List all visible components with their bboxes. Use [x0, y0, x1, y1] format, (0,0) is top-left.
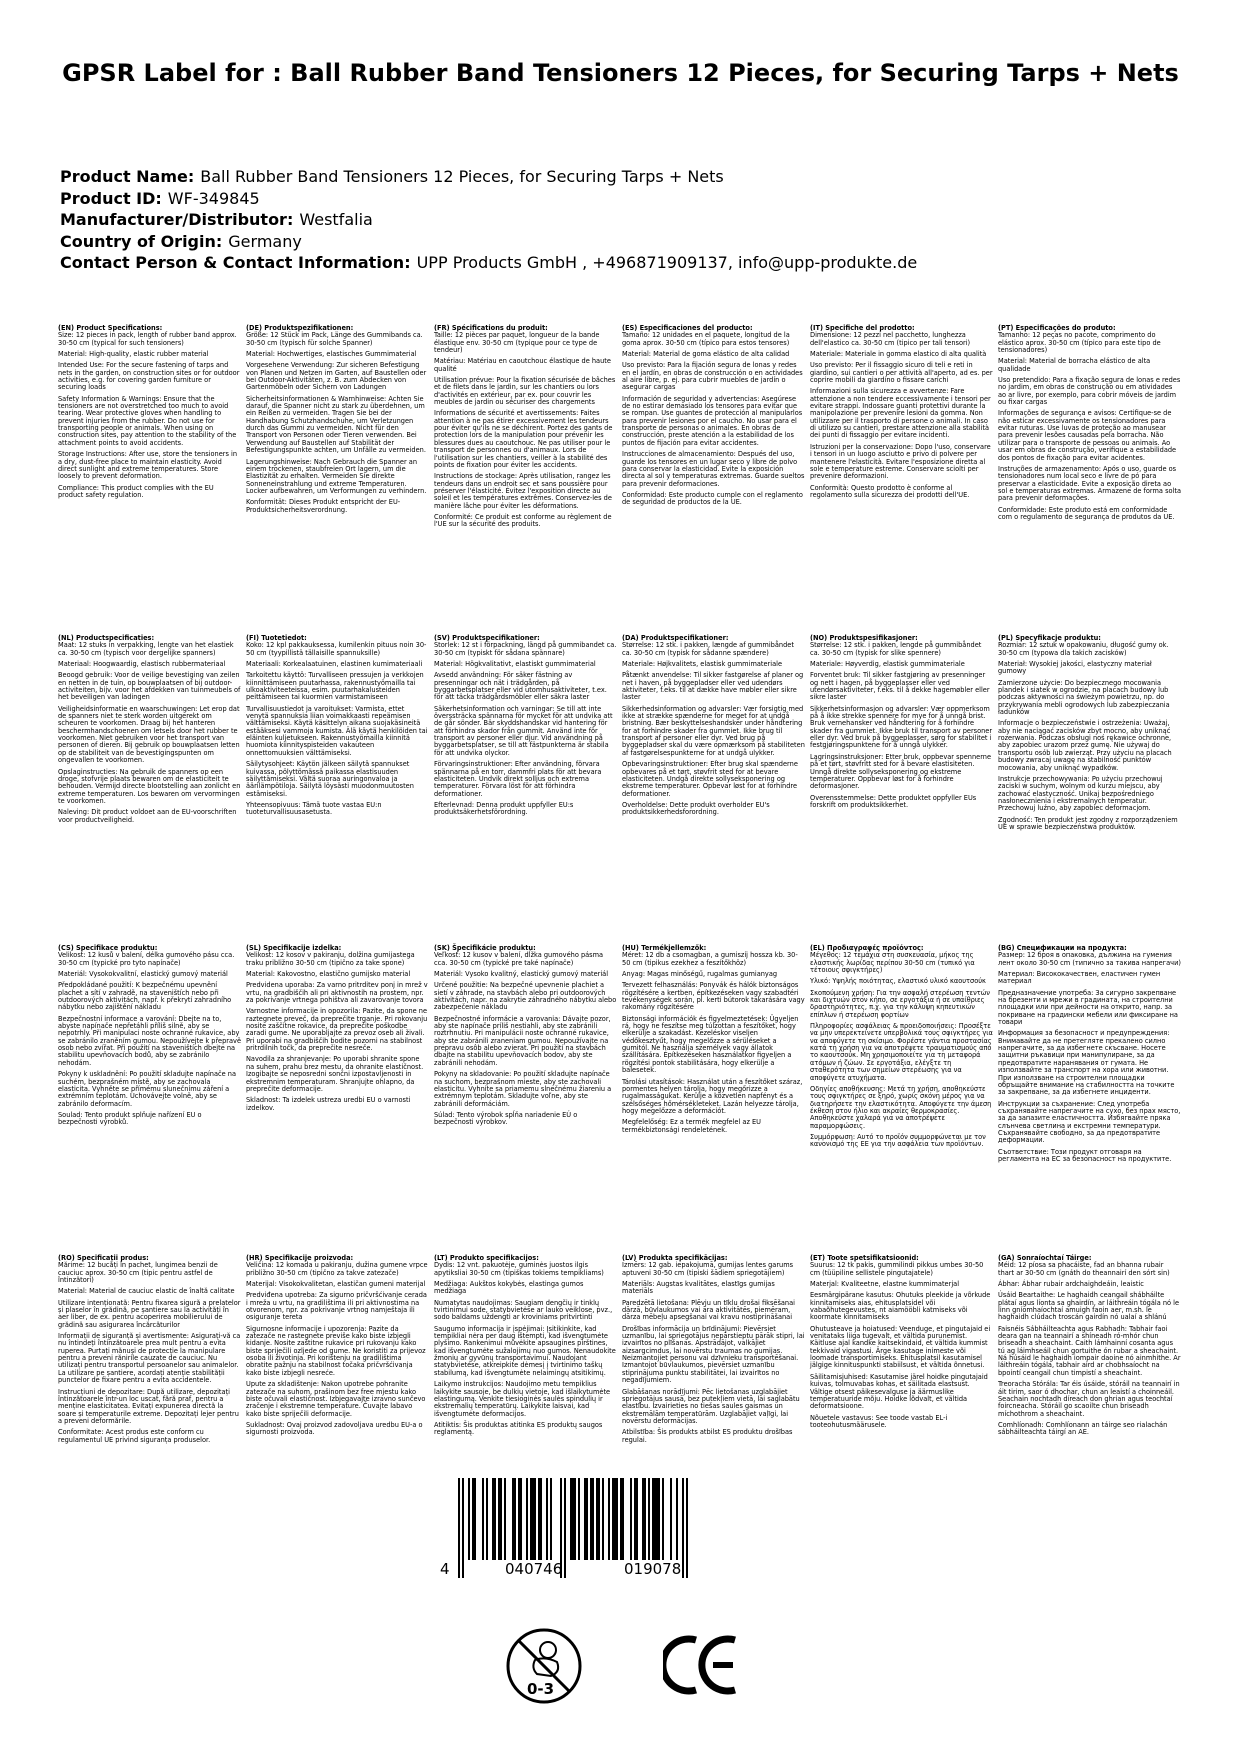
product-name-row	[60, 166, 1181, 188]
barcode-bar	[596, 1478, 600, 1560]
section-sv	[434, 635, 617, 821]
section-header: (NO) Produktspesifikasjoner:	[810, 634, 918, 642]
section-header: (RO) Specificații produs:	[58, 1254, 149, 1262]
section-paragraph: Conformidade: Este produto está em conformidade com o regulamento de segurança de produtos da UE.	[998, 505, 1175, 521]
section-en	[58, 325, 241, 503]
section-header: (SK) Špecifikácie produktu:	[434, 944, 536, 952]
barcode-left-digits: 040746	[505, 1560, 563, 1578]
section-paragraph: Laikymo instrukcijos: Naudojimo metu tempiklius laikykite sausoje, be dulkių vietoje, kad išlaikytumėte elastingumą. Venkite tiesioginės saulės spindulių ir ekstremalių temperatūrų. Laikykite laisvai, kad išvengtumėte deformacijos.	[434, 1380, 611, 1418]
section-paragraph: Izmērs: 12 gab. iepakojumā, gumijas lentes garums aptuveni 30-50 cm (tipiski šādiem spriegotājiem)	[622, 1261, 794, 1277]
barcode-bar	[482, 1478, 484, 1560]
section-paragraph: Veľkosť: 12 kusov v balení, dĺžka gumového pásma cca. 30-50 cm (typické pre také napínače)	[434, 951, 604, 967]
section-paragraph: Tamaño: 12 unidades en el paquete, longitud de la goma aprox. 30-50 cm (típico para estos tensores)	[622, 331, 790, 347]
section-paragraph: Säilitamisjuhised: Kasutamise järel hoidke pingutajaid kuivas, tolmuvabas kohas, et säilitada elastsust. Vältige otsest päikesevalguse ja äärmuslike temperatuuride mõju. Hoidke lõdvalt, et vältida deformatsioone.	[810, 1372, 988, 1411]
section-paragraph: Material: Material de borracha elástico de alta qualidade	[998, 357, 1151, 373]
section-paragraph: Tamanho: 12 peças no pacote, comprimento do elástico aprox. 30-50 cm (típico para este tipo de tensionadores)	[998, 331, 1161, 355]
origin-value: Germany	[228, 231, 302, 251]
section-paragraph: Zamierzone użycie: Do bezpiecznego mocowania plandek i siatek w ogrodzie, na placach budowy lub podczas aktywności na świeżym powietrzu, np. do przykrywania mebli ogrodowych lub zabezpieczania ładunków	[998, 678, 1170, 717]
section-paragraph: Материал: Висококачествен, еластичен гумен материал	[998, 970, 1161, 986]
section-paragraph: Säkerhetsinformation och varningar: Se till att inte överssträcka spännarna för mycket för att undvika att de går sönder. Bär skyddshandskar vid hantering för att förhindra skador från gummit. Använd inte för transport av personer eller djur. Vid användning på byggarbetsplatser, se till att fästpunkterna är stabila för att undvika olyckor.	[434, 704, 613, 757]
section-paragraph: Určené použitie: Na bezpečné upevnenie plachiet a sietí v záhrade, na stavbách alebo pri outdoorových aktivitách, napr. na zakrytie záhradného nábytku alebo zabezpečenie nákladu	[434, 981, 617, 1012]
section-paragraph: Instrucciones de almacenamiento: Después del uso, guarde los tensores en un lugar seco y libre de polvo para conservar la elasticidad. Evite la exposición directa al sol y temperaturas extremas. Guarde sueltos para prevenir deformaciones.	[622, 450, 805, 488]
contact-label: Contact Person & Contact Information:	[60, 253, 411, 272]
age-warning-0-3-icon	[505, 1624, 583, 1708]
section-lt	[434, 1255, 617, 1441]
section-paragraph: Πληροφορίες ασφάλειας & προειδοποιήσεις: Προσέξτε να μην υπερεκτείνετε υπερβολικά τους σφιγκτήρες για να αποφύγετε τη σκίσιμο. Φορέστε γάντια προστασίας κατά τη χρήση για να αποτρέψετε τραυματισμούς από το καουτσούκ. Μη χρησιμοποιείτε για τη μεταφορά ατόμων ή ζώων. Σε εργοτάξια, ελέγξτε τη σταθερότητα των σημείων στερέωσης για να αποφύγετε ατυχήματα.	[810, 1022, 993, 1082]
section-paragraph: Materiale: Materiale in gomma elastico di alta qualità	[810, 350, 987, 359]
section-paragraph: Υλικό: Υψηλής ποιότητας, ελαστικό υλικό καουτσούκ	[810, 977, 986, 986]
section-header: (EN) Product Specifications:	[58, 324, 163, 332]
section-paragraph: Skladnost: Ta izdelek ustreza uredbi EU o varnosti izdelkov.	[246, 1096, 411, 1112]
barcode-right-digits: 019078	[624, 1560, 682, 1578]
section-paragraph: Pokyny na skladovanie: Po použití skladujte napínače na suchom, bezprašnom mieste, aby ste zachovali elasticitu. Vyhnite sa priamemu slnečnému žiareniu a extrémnym teplotám. Skladujte voľne, aby ste zabránili deformáciám.	[434, 1070, 612, 1108]
section-de	[246, 325, 429, 518]
section-paragraph: Materiál: Vysokokvalitní, elastický gumový materiál	[58, 970, 228, 979]
section-paragraph: Compliance: This product complies with the EU product safety regulation.	[58, 483, 214, 499]
section-paragraph: Informazioni sulla sicurezza e avvertenze: Fare attenzione a non tendere eccessivamente i tensori per evitare strappi. Indossare guanti protettivi durante la manipolazione per prevenire lesioni da gomma. Non utilizzare per il trasporto di persone o animali. In caso di utilizzo su cantieri, prestare attenzione alla stabilità dei punti di fissaggio per evitare incidenti.	[810, 387, 991, 440]
section-bg	[998, 945, 1181, 1167]
section-paragraph: Bezpečnostné informácie a varovania: Dávajte pozor, aby ste napínače príliš nestiahli, aby ste zabránili roztrhnutiu. Pri manipulácii noste ochranné rukavice, aby ste zabránili zraneniam gumou. Nepoužívajte na prepravu osôb alebo zvierat. Pri použití na stavbách dbajte na stabilitu upevňovacích bodov, aby ste zabránili nehodám.	[434, 1014, 611, 1067]
section-paragraph: Materiał: Wysokiej jakości, elastyczny materiał gumowy	[998, 660, 1152, 676]
section-paragraph: Materiale: Højkvalitets, elastisk gummimateriale	[622, 660, 783, 669]
section-paragraph: Dimensione: 12 pezzi nel pacchetto, lunghezza dell'elastico ca. 30-50 cm (tipico per tali tensori)	[810, 331, 971, 347]
section-paragraph: Οδηγίες αποθήκευσης: Μετά τη χρήση, αποθηκεύστε τους σφιγκτήρες σε ξηρό, χωρίς σκόνη μέρος για να διατηρήσετε την ελαστικότητα. Αποφύγετε την άμεση έκθεση στον ήλιο και ακραίες θερμοκρασίες. Αποθηκεύστε χαλαρά για να αποτρέψετε παραμορφώσεις.	[810, 1084, 992, 1130]
section-paragraph: Инструкции за съхранение: След употреба съхранявайте напрегачите на сухо, без прах място, за да запазите еластичността. Избягвайте пряка слънчева светлина и екстремни температури. Съхранявайте свободно, за да предотвратите деформации.	[998, 1099, 1181, 1145]
section-paragraph: Taille: 12 pièces par paquet, longueur de la bande élastique env. 30-50 cm (typique pour ce type de tendeur)	[434, 331, 600, 355]
barcode-bar	[530, 1478, 536, 1560]
barcode-bar	[518, 1478, 522, 1560]
section-paragraph: Lagringsinstruksjoner: Etter bruk, oppbevar spennerne på et tørt, støvfritt sted for å bevare elastisiteten. Unngå direkte sollyseksponering og ekstreme temperaturer. Oppbevar løst for å forhindre deformasjoner.	[810, 752, 992, 791]
product-id-label: Product ID:	[60, 188, 162, 208]
section-header: (BG) Спецификации на продукта:	[998, 944, 1127, 952]
section-paragraph: Ábhar: Ábhar rubair ardchaighdeáin, leaistic	[998, 1280, 1144, 1289]
barcode-guard-bar	[564, 1478, 566, 1578]
section-header: (NL) Productspecificaties:	[58, 634, 155, 642]
barcode-guard-bar	[462, 1478, 464, 1578]
section-paragraph: Méret: 12 db a csomagban, a gumiszíj hossza kb. 30-50 cm (tipikus ezekhez a feszítőkhöz)	[622, 951, 798, 967]
barcode-bar	[578, 1478, 580, 1560]
section-paragraph: Opslaginstructies: Na gebruik de spanners op een droge, stofvrije plaats bewaren om de elasticiteit te behouden. Vermijd directe blootstelling aan zonlicht en extreme temperaturen. Los bewaren om vervormingen te voorkomen.	[58, 767, 241, 805]
barcode-bar	[492, 1478, 496, 1560]
section-header: (GA) Sonraíochtaí Táirge:	[998, 1254, 1092, 1262]
barcode-bar	[504, 1478, 506, 1560]
section-paragraph: Saugumo informacija ir įspėjimai: Įsitikinkite, kad tempikliai nėra per daug ištempti, kad išvengtumėte plyšimo. Rankenimui mūvėkite apsaugines pirštines, kad išvengtumėte sužalojimų nuo gumos. Nenaudokite žmonių ar gyvūnų transportavimui. Naudojant statybvietėse, atkreipkite dėmesį į tvirtinimo taškų stabilumą, kad išvengtumėte nelaimingų atsitikimų.	[434, 1324, 616, 1377]
section-paragraph: Предназначение употреба: За сигурно закрепване на брезенти и мрежи в градината, на строителни площадки или при дейности на открито, напр. за покриване на градински мебели или фиксиране на товари	[998, 988, 1178, 1027]
section-paragraph: Turvallisuustiedot ja varoitukset: Varmista, ettet venytä spannuksia liian voimakkaasti repeämisen välttämiseksi. Käytä käsittelyn aikana suojakäsineitä estääksesi vammoja kumista. Älä käytä henkilöiden tai eläinten kuljetukseen. Rakennustyömailla kiinnitä huomiota kiinnityspisteiden vakauteen onnettomuuksien välttämiseksi.	[246, 704, 428, 757]
section-paragraph: Atitiktis: Šis produktas atitinka ES produktų saugos reglamentą.	[434, 1420, 603, 1437]
section-paragraph: Veličina: 12 komada u pakiranju, dužina gumene vrpce približno 30-50 cm (tipično za takve zatezače)	[246, 1261, 428, 1277]
section-paragraph: Размер: 12 броя в опаковка, дължина на гумения лент около 30-50 cm (типично за такива напрегачи)	[998, 951, 1181, 967]
section-paragraph: Anyag: Magas minőségű, rugalmas gumianyag	[622, 970, 778, 979]
section-paragraph: Glabāšanas norādījumi: Pēc lietošanas uzglabājiet spriegotājus sausā, bez putekļiem vietā, lai saglabātu elastību. Izvairieties no tiešas saules gaismas un ekstremālām temperatūrām. Uzglabājiet vaļīgi, lai novērstu deformācijas.	[622, 1387, 800, 1425]
section-paragraph: Suurus: 12 tk pakis, gummilindi pikkus umbes 30-50 cm (tüüpiline sellistele pingutajatele)	[810, 1261, 984, 1277]
section-paragraph: Uso previsto: Para la fijación segura de lonas y redes en el jardín, en obras de construcción o en actividades al aire libre, p. ej. para cubrir muebles de jardín o asegurar cargas	[622, 361, 803, 392]
barcode-bar	[634, 1478, 638, 1560]
section-paragraph: Velikost: 12 kusů v balení, délka gumového pásu cca. 30-50 cm (typické pro tyto napínače)	[58, 951, 235, 967]
barcode-bar	[670, 1478, 672, 1560]
section-paragraph: Biztonsági információk és figyelmeztetések: Ügyeljen rá, hogy ne feszítse meg túlzottan a feszítőket, hogy elkerülje a szakadást. Kezeléskor viseljen védőkesztyűt, hogy megelőzze a sérüléseket a gumitól. Ne használja személyek vagy állatok szállítására. Építkezéseken használatkor figyeljen a rögzítési pontok stabilitására, hogy elkerülje a balesetek.	[622, 1014, 799, 1075]
section-paragraph: Σκοπούμενη χρήση: Για την ασφαλή στερέωση τεντών και διχτυών στον κήπο, σε εργοτάξια ή σε υπαίθριες δραστηριότητες, π.χ. για την κάλυψη κηπευτικών επίπλων ή στερέωση φορτίων	[810, 988, 990, 1019]
section-paragraph: Treoracha Stórála: Tar éis úsáide, stóráil na teannairí in áit tirim, saor ó dhochar, chun an leaistí a choinneáil. Seachain nochtadh díreach don ghrian agus teochtaí foircneacha. Stóráil go scaoilte chun briseadh míchothrom a sheachaint.	[998, 1380, 1180, 1418]
section-paragraph: Instrukcje przechowywania: Po użyciu przechowuj zaciski w suchym, wolnym od kurzu miejscu, aby zachować elastyczność. Unikaj bezpośredniego nasłonecznienia i ekstremalnych temperatur. Przechowuj luźno, aby zapobiec deformacjom.	[998, 774, 1163, 813]
manufacturer-row	[60, 209, 1181, 231]
section-paragraph: Upute za skladištenje: Nakon upotrebe pohranite zatezače na suhom, prašinom bez free mjestu kako biste očuvali elastičnost. Izbjegavajte izravno sunčevo zračenje i ekstremne temperature. Čuvajte labavo kako biste spriječili deformacije.	[246, 1380, 426, 1418]
section-cs	[58, 945, 241, 1131]
section-header: (EL) Προδιαγραφές προϊόντος:	[810, 944, 924, 952]
section-fr	[434, 325, 617, 533]
section-lv	[622, 1255, 805, 1448]
section-paragraph: Съответствие: Този продукт отговаря на регламента на ЕС за безопасност на продуктите.	[998, 1147, 1172, 1163]
section-paragraph: Predvidena uporaba: Za varno pritrditev ponj in mrež v vrtu, na gradbiščih ali pri aktivnostih na prostem, npr. za pokrivanje vrtnega pohištva ali zavarovanje tovora	[246, 981, 428, 1005]
section-paragraph: Konformität: Dieses Produkt entspricht der EU-Produktsicherheitsverordnung.	[246, 498, 401, 514]
section-paragraph: Atbilstība: Šis produkts atbilst ES produktu drošības regulai.	[622, 1428, 793, 1444]
section-paragraph: Opbevaringsinstruktioner: Efter brug skal spænderne opbevares på et tørt, støvfrit sted for at bevare elasticiteten. Undgå direkte sollyseksponering og ekstreme temperaturer. Opbevar løst for at forhindre deformationer.	[622, 760, 798, 798]
section-et	[810, 1255, 993, 1433]
section-hr	[246, 1255, 429, 1441]
section-paragraph: Eesmärgipärane kasutus: Ohutuks pleekide ja võrkude kinnitamiseks aias, ehitusplatsidel või vabaõhutegevustes, nt aiamööbli katmiseks või koormate kinnitamiseks	[810, 1291, 991, 1322]
barcode-bar	[642, 1478, 646, 1560]
barcode-bar	[652, 1478, 660, 1560]
section-paragraph: Materiál: Vysoko kvalitný, elastický gumový materiál	[434, 970, 609, 979]
section-header: (FR) Spécifications du produit:	[434, 324, 548, 332]
section-paragraph: Súlad: Tento výrobok spĺňa nariadenie EÚ o bezpečnosti výrobkov.	[434, 1110, 578, 1127]
section-paragraph: Rozmiar: 12 sztuk w opakowaniu, długość gumy ok. 30-50 cm (typowa dla takich zacisków)	[998, 641, 1169, 657]
section-header: (CS) Specifikace produktu:	[58, 944, 158, 952]
section-paragraph: Overholdelse: Dette produkt overholder EU's produktsikkerhedsforordning.	[622, 800, 770, 817]
section-paragraph: Maat: 12 stuks in verpakking, lengte van het elastiek ca. 30-50 cm (typisch voor dergelijke spanners)	[58, 641, 234, 657]
section-paragraph: Material: High-quality, elastic rubber material	[58, 350, 209, 359]
section-paragraph: Tárolási utasítások: Használat után a feszítőket száraz, pormentes helyen tárolja, hogy megőrizze a rugalmasságukat. Kerülje a közvetlen napfényt és a szélsőséges hőmérsékleteket. Lazán helyezze tárolja, hogy megelőzze a deformációt.	[622, 1077, 803, 1115]
section-paragraph: Uso previsto: Per il fissaggio sicuro di teli e reti in giardino, sui cantieri o per attività all'aperto, ad es. per coprire mobili da giardino o fissare carichi	[810, 361, 993, 385]
age-warning-text: 0-3	[527, 1680, 555, 1698]
section-paragraph: Conformitate: Acest produs este conform cu regulamentul UE privind siguranța produselor.	[58, 1428, 211, 1444]
section-paragraph: Informacje o bezpieczeństwie i ostrzeżenia: Uważaj, aby nie naciągać zacisków zbyt mocno, aby uniknąć rozerwania. Podczas obsługi noś rękawice ochronne, aby zapobiec urazom przez gumę. Nie używaj do transportu osób lub zwierząt. Przy użyciu na placach budowy zwracaj uwagę na stabilność punktów mocowania, aby uniknąć wypadków.	[998, 719, 1172, 772]
section-es	[622, 325, 805, 511]
section-paragraph: Instructions de stockage: Après utilisation, rangez les tendeurs dans un endroit sec et sans poussière pour préserver l'élasticité. Évitez l'exposition directe au soleil et les températures extrêmes. Conservez-les de manière lâche pour éviter les déformations.	[434, 472, 612, 510]
section-paragraph: Sikkerhetsinformasjon og advarsler: Vær oppmerksom på å ikke strekke spennere for mye for å unngå brist. Bruk vernehansker ved håndtering for å forhindre skader fra gummiet. Ikke bruk til transport av personer eller dyr. Ved bruk på byggeplasser, sørg for stabilitet i festgjøringspunktene for å unngå ulykker.	[810, 704, 993, 750]
section-paragraph: Förvaringsinstruktioner: Efter användning, förvara spännarna på en torr, dammfri plats för att bevara elasticiteten. Undvik direkt solljus och extrema temperaturer. Förvara löst för att förhindra deformationer.	[434, 760, 602, 798]
section-paragraph: Varnostne informacije in opozorila: Pazite, da spone ne raztegnete preveč, da preprečite trganje. Pri rokovanju nosite zaščitne rokavice, da preprečite poškodbe zaradi gume. Ne uporabljajte za prevoz oseb ali živali. Pri uporabi na gradbiščih bodite pozorni na stabilnost pritrdilnih točk, da preprečite nesreče.	[246, 1007, 428, 1053]
section-paragraph: Safety Information & Warnings: Ensure that the tensioners are not overstretched too much to avoid tearing. Wear protective gloves when handling to prevent injuries from the rubber. Do not use for transporting people or animals. When using on construction sites, pay attention to the stability of the attachment points to avoid accidents.	[58, 394, 237, 447]
section-paragraph: Størrelse: 12 stk. i pakken, lengde på gummibåndet ca. 30-50 cm (typisk for slike spennere)	[810, 641, 982, 657]
product-info	[60, 166, 1181, 274]
section-paragraph: Naleving: Dit product voldoet aan de EU-voorschriften voor productveiligheid.	[58, 808, 237, 824]
section-header: (IT) Specifiche del prodotto:	[810, 324, 915, 332]
manufacturer-value: Westfalia	[299, 210, 373, 229]
section-paragraph: Intended Use: For the secure fastening of tarps and nets in the garden, on construction sites or for outdoor activities, e.g. for covering garden furniture or securing loads	[58, 361, 240, 392]
section-paragraph: Veiligheidsinformatie en waarschuwingen: Let erop dat de spanners niet te sterk worden uitgerekt om scheuren te voorkomen. Draag bij het hanteren beschermhandschoenen om letsels door het rubber te voorkomen. Niet gebruiken voor het transport van personen of dieren. Bij gebruik op bouwplaatsen letten op de stabiliteit van de bevestigingspunten om ongevallen te voorkomen.	[58, 704, 240, 765]
section-paragraph: Drošības informācija un brīdinājumi: Pievērsiet uzmanību, lai spriegotājus nepārstieptu pārāk stipri, lai izvairītos no plīšanas. Apstrādājot, valkājiet aizsargcimdus, lai novērstu traumas no gumijas. Neizmantojiet personu vai dzīvnieku transportēšanai. Izmantojot būvlaukumos, pievērsiet uzmanību stiprinājuma punktu stabilitātei, lai izvairītos no negadījumiem.	[622, 1324, 805, 1385]
section-hu	[622, 945, 805, 1138]
section-no	[810, 635, 993, 813]
section-paragraph: Material: Hochwertiges, elastisches Gummimaterial	[246, 350, 417, 359]
section-paragraph: Μέγεθος: 12 τεμάχια στη συσκευασία, μήκος της ελαστικής λωρίδας περίπου 30-50 cm (τυπικό για τέτοιους σφιγκτήρες)	[810, 951, 975, 975]
contact-row	[60, 252, 1181, 274]
section-paragraph: Conformité: Ce produit est conforme au règlement de l'UE sur la sécurité des produits.	[434, 512, 612, 529]
section-paragraph: Material: Högkvalitativt, elastiskt gummimaterial	[434, 660, 596, 669]
section-paragraph: Megfelelőség: Ez a termék megfelel az EU termékbiztonsági rendeletének.	[622, 1118, 761, 1134]
section-paragraph: Material: Material de goma elástico de alta calidad	[622, 350, 790, 359]
section-ga	[998, 1255, 1181, 1441]
section-paragraph: Sikkerhedsinformation og advarsler: Vær forsigtig med ikke at strække spænderne for meget for at undgå bristning. Bær beskyttelseshandsker under håndtering for at forhindre skader fra gummiet. Ikke brug til transport af personer eller dyr. Ved brug på byggepladser skal du være opmærksom på stabiliteten af fastgørelsespunkterne for at undgå ulykker.	[622, 704, 805, 757]
barcode-guard-bar	[458, 1478, 460, 1578]
section-paragraph: Información de seguridad y advertencias: Asegúrese de no estirar demasiado los tensores para evitar que se rompan. Use guantes de protección al manipularlos para prevenir lesiones por el caucho. No usar para el transporte de personas o animales. En obras de construcción, preste atención a la estabilidad de los puntos de fijación para evitar accidentes.	[622, 394, 803, 447]
ce-mark-icon	[663, 1632, 743, 1696]
section-header: (PT) Especificações do produto:	[998, 324, 1116, 332]
section-paragraph: Påtænkt anvendelse: Til sikker fastgørelse af planer og net i haven, på byggepladser eller ved udendørs aktiviteter, f.eks. til at dække have møbler eller sikre laster	[622, 671, 804, 702]
section-paragraph: Συμμόρφωση: Αυτό το προϊόν συμμορφώνεται με τον κανονισμό της ΕΕ για την ασφάλεια των προϊόντων.	[810, 1132, 986, 1149]
barcode-bar	[648, 1478, 650, 1560]
section-ro	[58, 1255, 241, 1448]
section-paragraph: Instrucțiuni de depozitare: După utilizare, depozitați întinzătoarele într-un loc uscat, fără praf, pentru a menține elasticitatea. Evitați expunerea directă la soare și temperaturile extreme. Depozitați lejer pentru a preveni deformările.	[58, 1387, 239, 1425]
barcode-bar	[676, 1478, 678, 1560]
section-header: (DE) Produktspezifikationen:	[246, 324, 354, 332]
section-header: (HU) Termékjellemzők:	[622, 944, 707, 952]
section-paragraph: Größe: 12 Stück im Pack, Länge des Gummibands ca. 30-50 cm (typisch für solche Spanner)	[246, 331, 423, 347]
section-paragraph: Sicherheitsinformationen & Warnhinweise: Achten Sie darauf, die Spanner nicht zu stark zu überdehnen, um ein Reißen zu vermeiden. Tragen Sie bei der Handhabung Schutzhandschuhe, um Verletzungen durch das Gummi zu vermeiden. Nicht für den Transport von Personen oder Tieren verwenden. Bei Verwendung auf Baustellen auf Stabilität der Befestigungspunkte achten, um Unfälle zu vermeiden.	[246, 394, 426, 455]
section-paragraph: Predviđena upotreba: Za sigurno pričvršćivanje cerada i mreža u vrtu, na gradilištima ili pri aktivnostima na otvorenom, npr. za pokrivanje vrtnog namještaja ili osiguranje tereta	[246, 1291, 427, 1322]
section-el	[810, 945, 993, 1153]
barcode-bar	[602, 1478, 604, 1560]
page-title: GPSR Label for : Ball Rubber Band Tensioners 12 Pieces, for Securing Tarps + Nets	[62, 59, 1179, 87]
section-paragraph: Информация за безопасност и предупреждения: Внимавайте да не претегляте прекалено силно напрегачите, за да избегнете скъсване. Носете защитни ръкавици при манипулиране, за да предотвратите наранявания от гумата. Не използвайте за транспорт на хора или животни. При използване на строителни площадки обръщайте внимание на стабилността на точките за закрепване, за да избегнете инциденти.	[998, 1029, 1175, 1097]
section-paragraph: Istruzioni per la conservazione: Dopo l'uso, conservare i tensori in un luogo asciutto e privo di polvere per mantenere l'elasticità. Evitare l'esposizione diretta al sole e temperature estreme. Conservare sciolti per prevenire deformazioni.	[810, 442, 991, 481]
section-paragraph: Materijal: Visokokvalitetan, elastičan gumeni materijal	[246, 1280, 426, 1289]
section-paragraph: Předpokládané použití: K bezpečnému upevnění plachet a sítí v zahradě, na staveništích nebo při outdoorových aktivitách, např. k překrytí zahradního nábytku nebo zajištění nákladu	[58, 981, 232, 1012]
section-paragraph: Avsedd användning: För säker fästning av presenningar och nät i trädgården, på byggarbetsplatser eller vid utomhusaktiviteter, t.ex. för att täcka trädgårdsmöbler eller säkra laster	[434, 671, 607, 702]
section-paragraph: Beoogd gebruik: Voor de veilige bevestiging van zeilen en netten in de tuin, op bouwplaatsen of bij outdoor-activiteiten, bijv. voor het afdekken van tuinmeubels of het beveiligen van ladingen	[58, 671, 241, 702]
section-paragraph: Ohutusteave ja hoiatused: Veenduge, et pingutajaid ei venitataks liiga tugevalt, et vältida purunemist. Käitluse ajal kandke kaitsekindaid, et vältida kummist tekkivaid vigastusi. Ärge kasutage inimeste või loomade transportimiseks. Ehitusplatsil kasutamisel jälgige kinnituspunkti stabiilsust, et vältida õnnetusi.	[810, 1324, 991, 1370]
section-paragraph: Efterlevnad: Denna produkt uppfyller EU:s produktsäkerhetsförordning.	[434, 800, 574, 817]
product-id-row	[60, 188, 1181, 210]
section-paragraph: Materiaali: Korkealaatuinen, elastinen kumimateriaali	[246, 660, 423, 669]
section-header: (SV) Produktspecifikationer:	[434, 634, 540, 642]
section-header: (DA) Produktspecifikationer:	[622, 634, 729, 642]
barcode-bar	[570, 1478, 576, 1560]
section-paragraph: Navodila za shranjevanje: Po uporabi shranite spone na suhem, prahu brez mestu, da ohranite elastičnost. Izogibajte se neposredni sončni izpostavljenosti in ekstremnim temperaturam. Shranjujte ohlapno, da preprečite deformacije.	[246, 1055, 424, 1093]
barcode-bar	[584, 1478, 588, 1560]
barcode-bar	[468, 1478, 470, 1560]
section-header: (LV) Produkta specifikācijas:	[622, 1254, 728, 1262]
section-fi	[246, 635, 429, 821]
section-paragraph: Velikost: 12 kosov v pakiranju, dolžina gumijastega traku približno 30-50 cm (tipično za take spone)	[246, 951, 415, 967]
section-paragraph: Utilizare intenționată: Pentru fixarea sigură a prelatelor și plaselor în grădină, pe șantiere sau la activități în aer liber, de ex. pentru acoperirea mobilierului de grădină sau asigurarea încărcăturilor	[58, 1298, 241, 1329]
section-paragraph: Overensstemmelse: Dette produktet oppfyller EUs forskrift om produktsikkerhet.	[810, 793, 977, 809]
section-paragraph: Dydis: 12 vnt. pakuotėje, guminės juostos ilgis apytiksliai 30-50 cm (tipiškas tokiems tempikliams)	[434, 1261, 604, 1277]
section-paragraph: Matériau: Matériau en caoutchouc élastique de haute qualité	[434, 357, 611, 373]
section-paragraph: Koko: 12 kpl pakkauksessa, kumilenkin pituus noin 30-50 cm (tyypillistä tällaisille spannuksille)	[246, 641, 427, 657]
section-paragraph: Sigurnosne informacije i upozorenja: Pazite da zatezače ne rastegnete previše kako biste izbjegli kidanje. Nosite zaštitne rukavice pri rukovanju kako biste spriječili ozljede od gume. Ne koristiti za prijevoz osoba ili životinja. Pri korištenju na gradilištima obratite pažnju na stabilnost točaka pričvršćivanja kako biste izbjegli nesreće.	[246, 1324, 426, 1377]
barcode-guard-bar	[686, 1478, 688, 1578]
section-paragraph: Tervezett felhasználás: Ponyvák és hálók biztonságos rögzítésére a kertben, építkezéseken vagy szabadtéri tevékenységek során, pl. kerti bútorok takarására vagy rakomány rögzítésére	[622, 981, 805, 1012]
section-pl	[998, 635, 1181, 835]
section-paragraph: Materjal: Kvaliteetne, elastne kummimaterjal	[810, 1280, 960, 1289]
section-header: (ES) Especificaciones del producto:	[622, 324, 753, 332]
barcode-bar	[608, 1478, 610, 1560]
barcode-bar	[620, 1478, 624, 1560]
section-header: (PL) Specyfikacje produktu:	[998, 634, 1101, 642]
section-header: (SL) Specifikacije izdelka:	[246, 944, 342, 952]
barcode-bar	[612, 1478, 618, 1560]
section-paragraph: Storage Instructions: After use, store the tensioners in a dry, dust-free place to maintain elasticity. Avoid direct sunlight and extreme temperatures. Store loosely to prevent deformation.	[58, 450, 238, 481]
section-paragraph: Material: Kakovostno, elastično gumijsko material	[246, 970, 411, 979]
product-name-value: Ball Rubber Band Tensioners 12 Pieces, for Securing Tarps + Nets	[200, 167, 724, 186]
barcode-bar	[486, 1478, 488, 1560]
section-header: (ET) Toote spetsifikatsioonid:	[810, 1254, 919, 1262]
section-paragraph: Medžiaga: Aukštos kokybės, elastinga gumos medžiaga	[434, 1280, 584, 1296]
section-paragraph: Faisnéis Sábháilteachta agus Rabhadh: Tabhair faoi deara gan na teannairí a shíneadh ró-mhór chun briseadh a sheachaint. Caith lámhainní cosanta agus tú ag láimhseáil chun gortuithe ón rubar a sheachaint. Ná húsáid le haghaidh iompair daoine nó ainmhithe. Ar láithreáin tógála, tabhair aird ar chobhsaíocht na bpointí ceangail chun timpistí a sheachaint.	[998, 1324, 1181, 1377]
section-paragraph: Materiāls: Augstas kvalitātes, elastīgs gumijas materiāls	[622, 1280, 775, 1296]
contact-value: UPP Products GmbH , +496871909137, info@upp-produkte.de	[416, 253, 918, 272]
section-paragraph: Instruções de armazenamento: Após o uso, guarde os tensionadores num local seco e livre de pó para preservar a elasticidade. Evite a exposição direta ao sol e temperaturas extremas. Armazene de forma solta para prevenir deformações.	[998, 464, 1181, 503]
section-header: (HR) Specifikacije proizvoda:	[246, 1254, 354, 1262]
section-paragraph: Conformità: Questo prodotto è conforme al regolamento sulla sicurezza dei prodotti dell'UE.	[810, 483, 970, 499]
barcode-bar	[630, 1478, 632, 1560]
section-paragraph: Lagerungshinweise: Nach Gebrauch die Spanner an einem trockenen, staubfreien Ort lagern, um die Elastizität zu erhalten. Vermeiden Sie direkte Sonneneinstrahlung und extreme Temperaturen. Locker aufbewahren, um Verformungen zu verhindern.	[246, 457, 427, 495]
section-paragraph: Utilisation prévue: Pour la fixation sécurisée de bâches et de filets dans le jardin, sur les chantiers ou lors d'activités en extérieur, par ex. pour couvrir les meubles de jardin ou sécuriser des chargements	[434, 376, 616, 407]
section-paragraph: Bezpečnostní informace a varování: Dbejte na to, abyste napínače nepřetáhli příliš silně, aby se nepotrhly. Při manipulaci noste ochranné rukavice, aby se zabránilo zraněním gumou. Nepoužívejte k přepravě osob nebo zvířat. Při použití na staveništích dbejte na stabilitu upevňovacích bodů, aby se zabránilo nehodám.	[58, 1014, 241, 1067]
section-paragraph: Säilytysohjeet: Käytön jälkeen säilytä spannukset kuivassa, pölyttömässä paikassa elastisuuden säilyttämiseksi. Vältä suoraa auringonvaloa ja äärilämpötiloja. Säilytä löysästi muodonmuutosten estämiseksi.	[246, 760, 414, 798]
manufacturer-label: Manufacturer/Distributor:	[60, 210, 294, 229]
section-sk	[434, 945, 617, 1131]
product-name-label: Product Name:	[60, 167, 195, 186]
section-da	[622, 635, 805, 821]
section-paragraph: Material: Material de cauciuc elastic de înaltă calitate	[58, 1287, 235, 1296]
barcode-bar	[512, 1478, 516, 1560]
section-paragraph: Størrelse: 12 stk. i pakken, længde af gummibåndet ca. 30-50 cm (typisk for sådanne spændere)	[622, 641, 794, 657]
section-paragraph: Uso pretendido: Para a fixação segura de lonas e redes no jardim, em obras de construção ou em atividades ao ar livre, por exemplo, para cobrir móveis de jardim ou fixar cargas	[998, 376, 1181, 407]
barcode-bar	[498, 1478, 502, 1560]
section-pt	[998, 325, 1181, 525]
section-paragraph: Conformidad: Este producto cumple con el reglamento de seguridad de productos de la UE.	[622, 490, 803, 507]
barcode-guard-bar	[682, 1478, 684, 1578]
section-header: (FI) Tuotetiedot:	[246, 634, 307, 642]
barcode-bar	[472, 1478, 476, 1560]
barcode-bar	[662, 1478, 664, 1560]
section-paragraph: Méid: 12 píosa sa phacáiste, fad an bhanna rubair thart ar 30-50 cm (gnáth do theannairí den sórt sin)	[998, 1261, 1170, 1277]
section-paragraph: Nõuetele vastavus: See toode vastab EL-i tooteohutusmäärusele.	[810, 1413, 948, 1429]
section-paragraph: Comhlíonadh: Comhlíonann an táirge seo rialachán sábháilteachta táirgí an AE.	[998, 1420, 1168, 1437]
barcode-bar	[526, 1478, 528, 1560]
section-paragraph: Mărime: 12 bucăți în pachet, lungimea benzii de cauciuc aprox. 30-50 cm (tipic pentru astfel de întinzători)	[58, 1261, 218, 1285]
barcode-bar	[546, 1478, 548, 1560]
section-paragraph: Vorgesehene Verwendung: Zur sicheren Befestigung von Planen und Netzen im Garten, auf Baustellen oder bei Outdoor-Aktivitäten, z. B. zum Abdecken von Gartenmöbeln oder Sichern von Ladungen	[246, 361, 427, 392]
section-paragraph: Pokyny k uskladnění: Po použití skladujte napínače na suchém, bezprašném místě, aby se zachovala elasticita. Vyhněte se přímému slunečnímu záření a extrémním teplotám. Uchovávejte volně, aby se zabránilo deformacím.	[58, 1070, 236, 1108]
product-id-value: WF-349845	[167, 188, 260, 208]
section-paragraph: Yhteensopivuus: Tämä tuote vastaa EU:n tuoteturvallisuusasetusta.	[246, 800, 382, 817]
section-paragraph: Paredzētā lietošana: Plēvju un tīklu drošai fiksēšanai dārzā, būvlaukumos vai āra aktivitātēs, piemēram, dārza mēbeļu apsegšanai vai kravu nostiprināšanai	[622, 1298, 795, 1322]
section-paragraph: Zgodność: Ten produkt jest zgodny z rozporządzeniem UE w sprawie bezpieczeństwa produktów.	[998, 815, 1178, 831]
section-sl	[246, 945, 429, 1116]
section-paragraph: Úsáid Beartaithe: Le haghaidh ceangail shábháilte plátaí agus líonta sa ghairdín, ar láithreáin tógála nó le linn gníomhaíochtaí amuigh faoin aer, m.sh. le haghaidh clúdach troscán gairdín nó ualaí a shlánú	[998, 1291, 1180, 1322]
section-paragraph: Informations de sécurité et avertissements: Faites attention à ne pas étirer excessivement les tendeurs pour éviter qu'ils ne se déchirent. Portez des gants de protection lors de la manipulation pour prévenir les blessures dues au caoutchouc. Ne pas utiliser pour le transport de personnes ou d'animaux. Lors de l'utilisation sur les chantiers, veiller à la stabilité des points de fixation pour éviter les accidents.	[434, 409, 613, 469]
section-paragraph: Tarkoitettu käyttö: Turvalliseen pressujen ja verkkojen kiinnittämiseen puutarhassa, rakennustyömailla tai ulkoaktiviteeteissa, esim. puutarhakalusteiden peittämiseen tai kuormien varmistamiseen	[246, 671, 424, 702]
barcode-bar	[590, 1478, 594, 1560]
section-header: (LT) Produkto specifikacijos:	[434, 1254, 539, 1262]
section-paragraph: Forventet bruk: Til sikker fastgjøring av presenninger og nett i hagen, på byggeplasser eller ved utendørsaktiviteter, f.eks. til å dekke hagemøbler eller sikre laster	[810, 671, 990, 702]
section-it	[810, 325, 993, 503]
section-paragraph: Informações de segurança e avisos: Certifique-se de não esticar excessivamente os tensionadores para evitar ruturas. Use luvas de proteção ao manusear para prevenir lesões causadas pela borracha. Não utilizar para o transporte de pessoas ou animais. Ao usar em obras de construção, verifique a estabilidade dos pontos de fixação para evitar acidentes.	[998, 409, 1177, 462]
section-paragraph: Sukladnost: Ovaj proizvod zadovoljava uredbu EU-a o sigurnosti proizvoda.	[246, 1420, 423, 1437]
section-paragraph: Numatytas naudojimas: Saugiam dengčių ir tinklų tvirtinimui sode, statybvietėse ar lauko veiklose, pvz., sodo baldams uždengti ar kroviniams pritvirtinti	[434, 1298, 613, 1322]
section-paragraph: Informații de siguranță și avertismente: Asigurați-vă ca nu întindeți întinzătoarele prea mult pentru a evita ruperea. Purtați mănuși de protecție la manipulare pentru a preveni rănirile cauzate de cauciuc. Nu utilizați pentru transportul persoanelor sau animalelor. La utilizare pe șantiere, acordați atenție stabilității punctelor de fixare pentru a evita accidentele.	[58, 1332, 241, 1385]
origin-row	[60, 231, 1181, 253]
origin-label: Country of Origin:	[60, 231, 223, 251]
section-paragraph: Size: 12 pieces in pack, length of rubber band approx. 30-50 cm (typical for such tensioners)	[58, 331, 237, 347]
section-nl	[58, 635, 241, 828]
barcode-bar	[550, 1478, 552, 1560]
barcode-first-digit: 4	[440, 1560, 450, 1578]
section-paragraph: Materiaal: Hoogwaardig, elastisch rubbermateriaal	[58, 660, 226, 669]
section-paragraph: Materiale: Høyverdig, elastisk gummimateriale	[810, 660, 965, 669]
section-paragraph: Soulad: Tento produkt splňuje nařízení EU o bezpečnosti výrobků.	[58, 1110, 202, 1127]
barcode-bar	[538, 1478, 542, 1560]
section-paragraph: Storlek: 12 st i förpackning, längd på gummibandet ca. 30-50 cm (typiskt för sådana spännare)	[434, 641, 617, 657]
